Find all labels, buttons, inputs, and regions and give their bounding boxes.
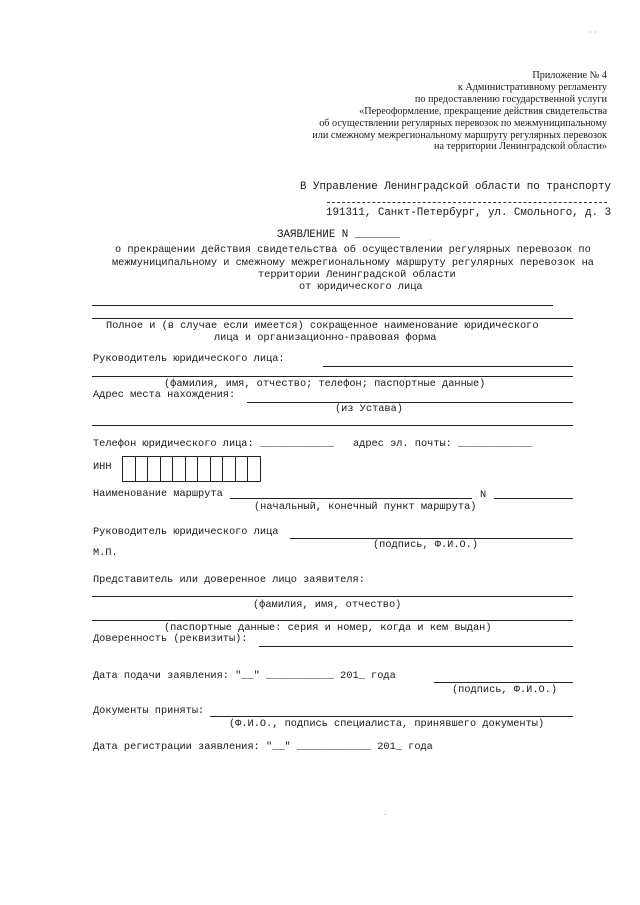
address-field[interactable]	[247, 402, 573, 403]
submission-signature-field[interactable]	[434, 682, 573, 683]
director-sign-caption: (подпись, Ф.И.О.)	[373, 539, 479, 551]
inn-input-grid[interactable]	[122, 456, 261, 482]
director-caption: (фамилия, имя, отчество; телефон; паспортные данные)	[164, 378, 486, 390]
inn-cell[interactable]	[211, 457, 224, 481]
inn-cell[interactable]	[236, 457, 249, 481]
title-line-2: межмуниципальному и смежному межрегиональному маршруту регулярных перевозок на	[112, 257, 594, 269]
header-line-5: об осуществлении регулярных перевозок по межмуниципальному	[319, 117, 607, 129]
inn-cell[interactable]	[136, 457, 149, 481]
title-line-3: территории Ленинградской области	[258, 269, 456, 281]
phone-label: Телефон юридического лица: ____________	[93, 438, 334, 450]
title-line-1: о прекращении действия свидетельства об осуществлении регулярных перевозок по	[115, 244, 591, 256]
passport-field[interactable]	[92, 620, 573, 621]
address-label: Адрес места нахождения:	[93, 389, 236, 401]
route-number-field[interactable]	[494, 498, 573, 499]
addressee-divider	[327, 202, 607, 203]
header-line-4: «Переоформление, прекращение действия свидетельства	[359, 105, 607, 117]
inn-cell[interactable]	[173, 457, 186, 481]
route-field[interactable]	[230, 498, 472, 499]
org-name-field[interactable]	[92, 305, 553, 306]
documents-accepted-caption: (Ф.И.О., подпись специалиста, принявшего документы)	[229, 718, 545, 730]
org-name-field-2[interactable]	[92, 318, 573, 319]
director-sign-label: Руководитель юридического лица	[93, 526, 279, 538]
header-line-6: или смежному межрегиональному маршруту регулярных перевозок	[312, 129, 607, 141]
addressee-line-1: В Управление Ленинградской области по транспорту	[300, 181, 612, 193]
stamp-label: М.П.	[93, 547, 118, 559]
director-field-2[interactable]	[92, 376, 573, 377]
appendix-header	[312, 70, 607, 153]
inn-cell[interactable]	[223, 457, 236, 481]
org-name-caption-1: Полное и (в случае если имеется) сокращенное наименование юридического	[106, 320, 539, 332]
title-line-4: от юридического лица	[299, 281, 423, 293]
addressee-line-2: 191311, Санкт-Петербург, ул. Смольного, д. 3	[326, 207, 612, 219]
org-name-caption-2: лица и организационно-правовая форма	[214, 332, 437, 344]
passport-caption: (паспортные данные: серия и номер, когда и кем выдан)	[164, 622, 492, 634]
route-caption: (начальный, конечный пункт маршрута)	[254, 501, 477, 513]
inn-cell[interactable]	[161, 457, 174, 481]
representative-label: Представитель или доверенное лицо заявителя:	[93, 574, 365, 586]
header-line-7: на территории Ленинградской области»	[434, 141, 607, 153]
power-of-attorney-label: Доверенность (реквизиты):	[93, 633, 248, 645]
application-heading: ЗАЯВЛЕНИЕ N _______	[277, 229, 401, 241]
header-line-1: Приложение № 4	[532, 70, 607, 81]
inn-cell[interactable]	[148, 457, 161, 481]
representative-caption: (фамилия, имя, отчество)	[253, 599, 402, 611]
header-line-2: к Административному регламенту	[457, 81, 607, 93]
inn-cell[interactable]	[248, 457, 260, 481]
representative-name-field[interactable]	[92, 596, 573, 597]
submission-sign-caption: (подпись, Ф.И.О.)	[452, 684, 558, 696]
inn-cell[interactable]	[186, 457, 199, 481]
address-caption: (из Устава)	[335, 403, 403, 415]
inn-label: ИНН	[93, 461, 112, 473]
email-label: адрес эл. почты: ____________	[353, 438, 533, 450]
header-line-3: по предоставлению государственной услуги	[414, 93, 607, 105]
documents-accepted-field[interactable]	[210, 716, 573, 717]
documents-accepted-label: Документы приняты:	[93, 705, 205, 717]
address-field-2[interactable]	[92, 425, 573, 426]
route-label: Наименование маршрута	[93, 488, 223, 500]
submission-date-label: Дата подачи заявления: "__" ___________ 201_ года	[93, 670, 396, 682]
inn-cell[interactable]	[123, 457, 136, 481]
power-of-attorney-field[interactable]	[259, 646, 573, 647]
registration-date-label: Дата регистрации заявления: "__" ____________ 201_ года	[93, 741, 433, 753]
director-label: Руководитель юридического лица:	[93, 353, 285, 365]
director-field[interactable]	[323, 366, 573, 367]
route-no-label: N	[480, 489, 487, 501]
inn-cell[interactable]	[198, 457, 211, 481]
